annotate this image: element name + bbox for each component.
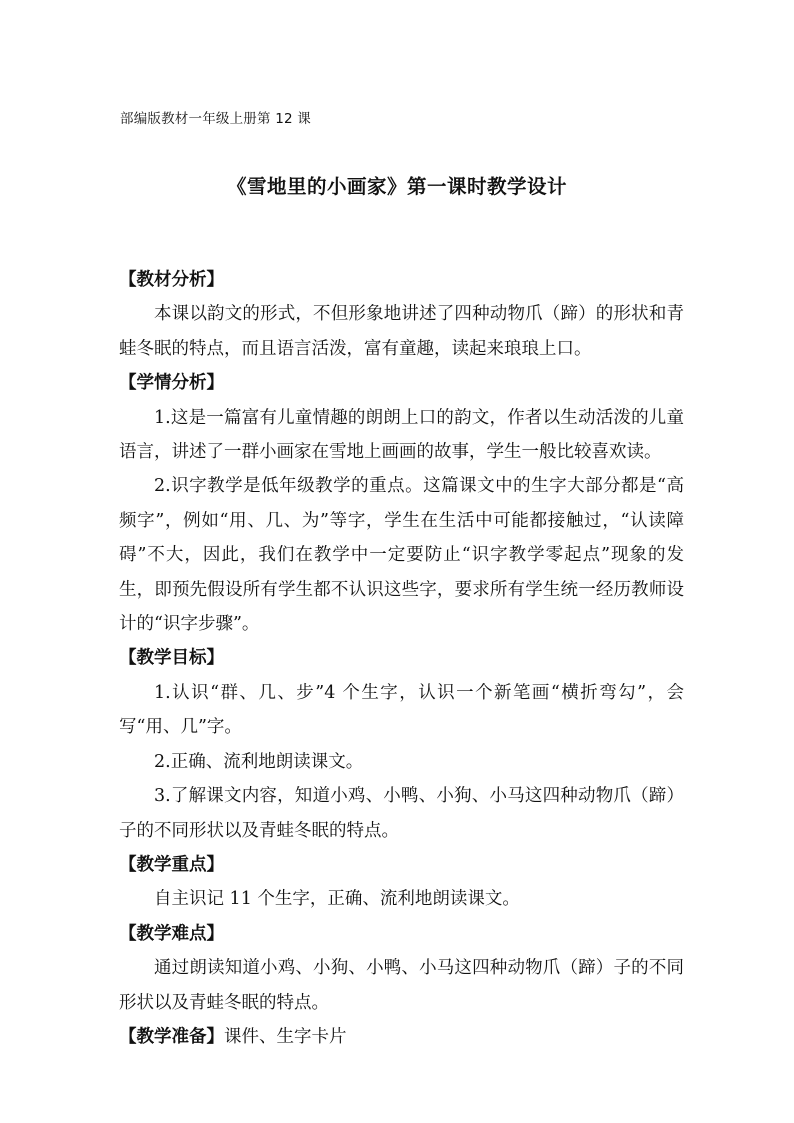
section-heading: 【教学准备】 xyxy=(119,1026,224,1047)
section-heading: 【教学目标】 xyxy=(119,648,224,669)
document-title: 《雪地里的小画家》第一课时教学设计 xyxy=(226,175,567,198)
section-heading: 【教学重点】 xyxy=(119,854,224,875)
section-textbook-analysis xyxy=(119,263,684,366)
paragraph: 自主识记 11 个生字，正确、流利地朗读课文。 xyxy=(154,889,520,910)
section-teaching-focus xyxy=(119,848,684,917)
section-heading: 【学情分析】 xyxy=(119,373,224,394)
section-teaching-preparation xyxy=(119,1020,684,1054)
document-body xyxy=(119,263,684,1054)
paragraph: 3.了解课文内容，知道小鸡、小鸭、小狗、小马这四种动物爪（蹄）子的不同形状以及青蛙冬眠的特点。 xyxy=(119,786,684,841)
paragraph: 1.认识“群、几、步”4 个生字，认识一个新笔画“横折弯勾”，会写“用、几”字。 xyxy=(119,682,684,738)
header-note: 部编版教材一年级上册第 12 课 xyxy=(120,111,311,127)
section-student-analysis xyxy=(119,366,684,641)
paragraph: 2.识字教学是低年级教学的重点。这篇课文中的生字大部分都是“高频字”，例如“用、几、为”等字，学生在生活中可能都接触过，“认读障碍”不大，因此，我们在教学中一定要防止“识字教学零起点”现象的发生，即预先假设所有学生都不认识这些字，要求所有学生统一经历教师设计的“识字步骤”。 xyxy=(119,476,684,635)
paragraph: 本课以韵文的形式，不但形象地讲述了四种动物爪（蹄）的形状和青蛙冬眠的特点，而且语言活泼，富有童趣，读起来琅琅上口。 xyxy=(119,304,684,359)
section-heading: 【教材分析】 xyxy=(119,270,224,290)
section-teaching-difficulty xyxy=(119,917,684,1020)
section-teaching-goals xyxy=(119,641,684,847)
paragraph: 1.这是一篇富有儿童情趣的朗朗上口的韵文，作者以生动活泼的儿童语言，讲述了一群小画家在雪地上画画的故事，学生一般比较喜欢读。 xyxy=(119,407,684,463)
paragraph: 2.正确、流利地朗读课文。 xyxy=(154,751,364,772)
paragraph: 通过朗读知道小鸡、小狗、小鸭、小马这四种动物爪（蹄）子的不同形状以及青蛙冬眠的特点。 xyxy=(119,958,684,1013)
section-heading: 【教学难点】 xyxy=(119,923,224,944)
preparation-text: 课件、生字卡片 xyxy=(224,1026,347,1047)
